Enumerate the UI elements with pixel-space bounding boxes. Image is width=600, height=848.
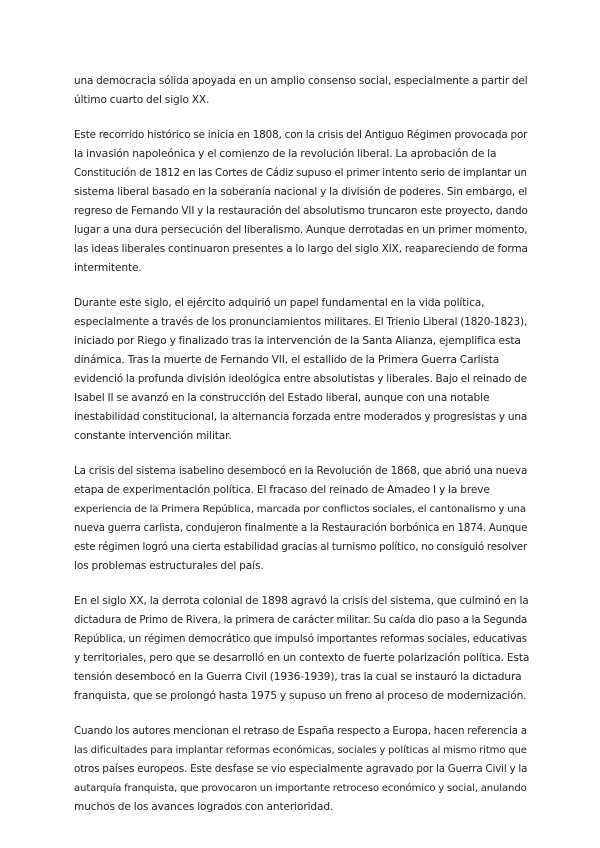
text-line: lugar a una dura persecución del liberalismo. Aunque derrotadas en un primer momento, [74,224,528,236]
text-line: dinámica. Tras la muerte de Fernando VII, el estallido de la Primera Guerra Carlista [74,354,500,366]
text-line: nueva guerra carlista, condujeron finalmente a la Restauración borbónica en 1874. Aunque [74,523,528,534]
paragraph-4 [74,462,530,576]
paragraph-1 [74,72,530,110]
text-line: dictadura de Primo de Rivera, la primera de carácter militar. Su caída dio paso a la Segunda [74,615,528,626]
text-line: los problemas estructurales del país. [74,560,264,572]
text-line: constante intervención militar. [74,430,232,442]
text-line: y territoriales, pero que se desarrolló en un contexto de fuerte polarización política. Esta [74,652,530,664]
text-line: muchos de los avances logrados con anterioridad. [74,801,334,813]
text-line: Isabel II se avanzó en la construcción del Estado liberal, aunque con una notable [74,392,490,404]
paragraph-3 [74,294,530,446]
text-line: Constitución de 1812 en las Cortes de Cádiz supuso el primer intento serio de implantar un [74,168,527,179]
text-line: último cuarto del siglo XX. [74,94,210,106]
text-line: Este recorrido histórico se inicia en 1808, con la crisis del Antiguo Régimen provocada por [74,129,528,141]
text-line: Cuando los autores mencionan el retraso de España respecto a Europa, hacen referencia a [74,725,527,737]
text-line: tensión desembocó en la Guerra Civil (1936-1939), tras la cual se instauró la dictadura [74,671,522,683]
paragraph-2 [74,126,530,278]
text-line: La crisis del sistema isabelino desembocó en la Revolución de 1868, que abrió una nueva [74,465,528,477]
text-line: intermitente. [74,262,142,274]
text-line: En el siglo XX, la derrota colonial de 1898 agravó la crisis del sistema, que culminó en la [74,595,529,607]
text-line: iniciado por Riego y finalizado tras la intervención de la Santa Alianza, ejemplifica esta [74,335,521,347]
document-body [74,72,530,833]
text-line: las ideas liberales continuaron presentes a lo largo del siglo XIX, reapareciendo de forma [74,243,528,255]
paragraph-6 [74,722,530,817]
text-line: autarquía franquista, que provocaron un importante retroceso económico y social, anulando [74,783,527,794]
text-line: especialmente a través de los pronunciamientos militares. El Trienio Liberal (1820-1823), [74,316,528,328]
text-line: inestabilidad constitucional, la alternancia forzada entre moderados y progresistas y una [74,411,528,423]
text-line: la invasión napoleónica y el comienzo de la revolución liberal. La aprobación de la [74,148,497,160]
text-line: experiencia de la Primera República, marcada por conflictos sociales, el cantonalismo y una [74,504,526,515]
text-line: sistema liberal basado en la soberanía nacional y la división de poderes. Sin embargo, el [74,186,528,198]
text-line: este régimen logró una cierta estabilidad gracias al turnismo político, no consiguió resolver [74,542,528,553]
paragraph-5 [74,592,530,706]
text-line: evidenció la profunda división ideológica entre absolutistas y liberales. Bajo el reinado de [74,373,527,385]
text-line: una democracia sólida apoyada en un amplio consenso social, especialmente a partir del [74,75,528,87]
text-line: Durante este siglo, el ejército adquirió un papel fundamental en la vida política, [74,297,485,309]
text-line: regreso de Fernando VII y la restauración del absolutismo truncaron este proyecto, dando [74,205,528,217]
text-line: otros países europeos. Este desfase se vio especialmente agravado por la Guerra Civil y la [74,763,528,775]
text-line: etapa de experimentación política. El fracaso del reinado de Amadeo I y la breve [74,484,490,496]
text-line: franquista, que se prolongó hasta 1975 y supuso un freno al proceso de modernización. [74,690,527,702]
text-line: República, un régimen democrático que impulsó importantes reformas sociales, educativas [74,634,527,645]
text-line: las dificultades para implantar reformas económicas, sociales y políticas al mismo ritmo que [74,745,527,756]
